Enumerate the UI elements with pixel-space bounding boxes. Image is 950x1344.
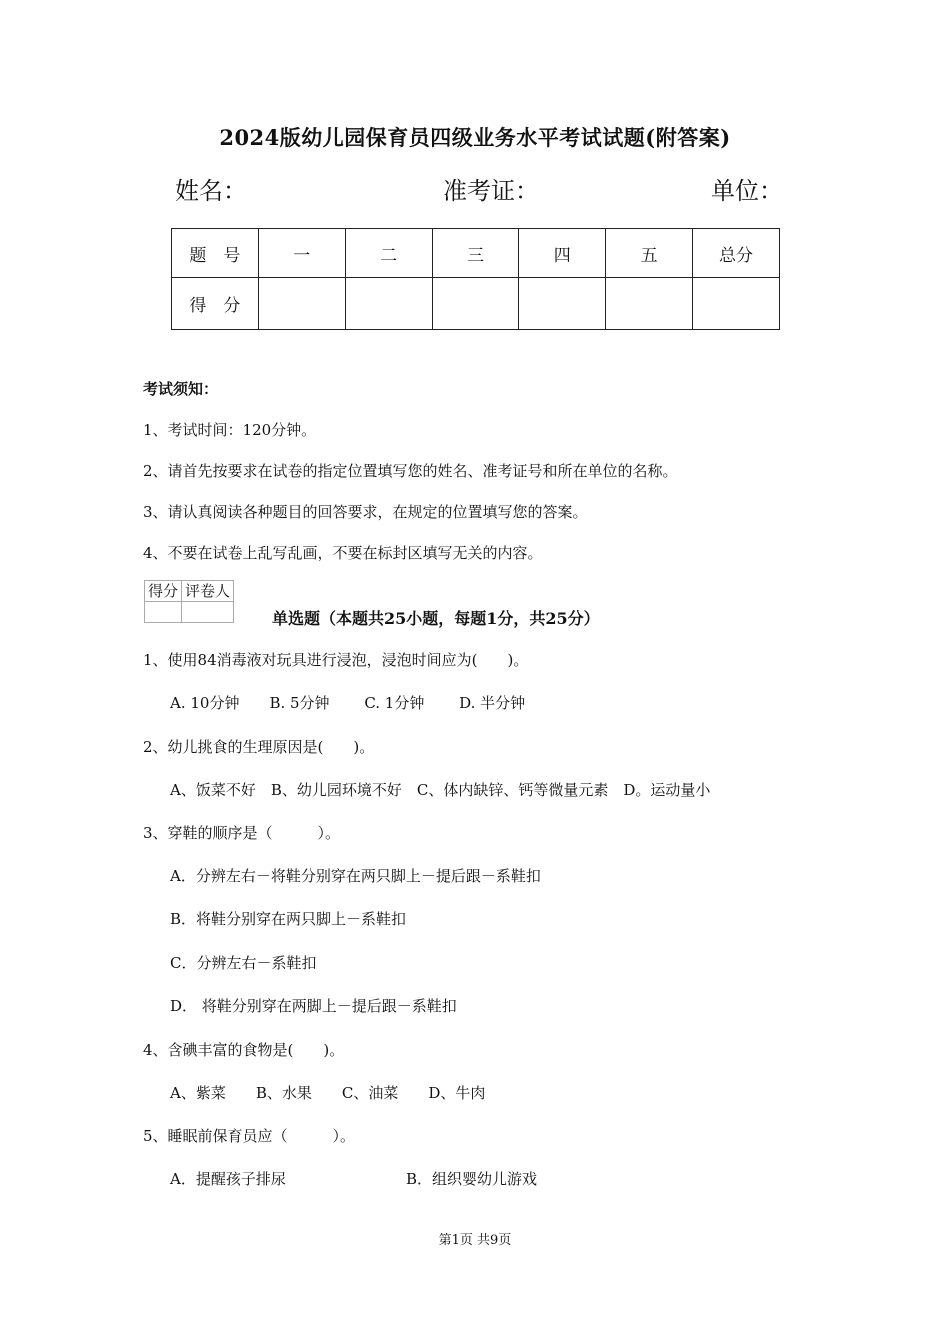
score-cell[interactable]	[345, 278, 432, 330]
question-option: B．组织婴幼儿游戏	[406, 1170, 538, 1188]
score-table-header-cell: 总分	[693, 229, 780, 278]
exam-number-field-label: 准考证：	[443, 177, 539, 205]
question-options: A. 10分钟 B. 5分钟 C. 1分钟 D. 半分钟	[170, 694, 526, 712]
page-title: 2024版幼儿园保育员四级业务水平考试试题(附答案)	[219, 125, 731, 150]
grader-score-cell[interactable]	[145, 602, 182, 623]
question-option: D． 将鞋分别穿在两脚上－提后跟－系鞋扣	[170, 997, 457, 1015]
score-table-header-row	[172, 229, 780, 278]
score-table	[171, 228, 780, 330]
question-stem: 5、睡眠前保育员应（ ）。	[143, 1127, 356, 1145]
score-cell[interactable]	[432, 278, 519, 330]
question-stem: 4、含碘丰富的食物是( )。	[143, 1041, 345, 1059]
score-table-header-cell: 五	[606, 229, 693, 278]
score-cell[interactable]	[693, 278, 780, 330]
score-table-header-cell: 三	[432, 229, 519, 278]
score-table-header-cell: 二	[345, 229, 432, 278]
score-table-header-cell: 题 号	[172, 229, 259, 278]
notice-item: 1、考试时间：120分钟。	[143, 421, 317, 439]
question-stem: 3、穿鞋的顺序是（ ）。	[143, 824, 341, 842]
grader-name-label: 评卷人	[182, 581, 234, 602]
notice-heading: 考试须知：	[143, 380, 219, 398]
page-footer: 第1页 共9页	[438, 1233, 512, 1248]
notice-item: 4、不要在试卷上乱写乱画，不要在标封区填写无关的内容。	[143, 544, 543, 562]
score-table-header-cell: 四	[519, 229, 606, 278]
unit-field-label: 单位：	[711, 177, 783, 205]
score-row-label: 得 分	[172, 278, 259, 330]
grader-score-label: 得分	[145, 581, 182, 602]
question-option: A．分辨左右－将鞋分别穿在两只脚上－提后跟－系鞋扣	[170, 867, 541, 885]
question-option: C．分辨左右－系鞋扣	[170, 954, 317, 972]
question-options: A、紫菜 B、水果 C、油菜 D、牛肉	[170, 1084, 486, 1102]
question-option: B．将鞋分别穿在两只脚上－系鞋扣	[170, 910, 407, 928]
notice-item: 2、请首先按要求在试卷的指定位置填写您的姓名、准考证号和所在单位的名称。	[143, 462, 678, 480]
score-cell[interactable]	[519, 278, 606, 330]
section-title: 单选题（本题共25小题，每题1分，共25分）	[272, 609, 600, 628]
name-field-label: 姓名：	[175, 177, 247, 205]
question-option: A．提醒孩子排尿	[170, 1170, 286, 1188]
question-options: A、饭菜不好 B、幼儿园环境不好 C、体内缺锌、钙等微量元素 D。运动量小	[170, 781, 711, 799]
score-table-score-row	[172, 278, 780, 330]
question-stem: 1、使用84消毒液对玩具进行浸泡，浸泡时间应为( )。	[143, 651, 529, 669]
grader-box	[144, 580, 234, 623]
notice-item: 3、请认真阅读各种题目的回答要求，在规定的位置填写您的答案。	[143, 503, 588, 521]
score-cell[interactable]	[258, 278, 345, 330]
grader-name-cell[interactable]	[182, 602, 234, 623]
score-cell[interactable]	[606, 278, 693, 330]
question-stem: 2、幼儿挑食的生理原因是( )。	[143, 738, 375, 756]
score-table-header-cell: 一	[258, 229, 345, 278]
